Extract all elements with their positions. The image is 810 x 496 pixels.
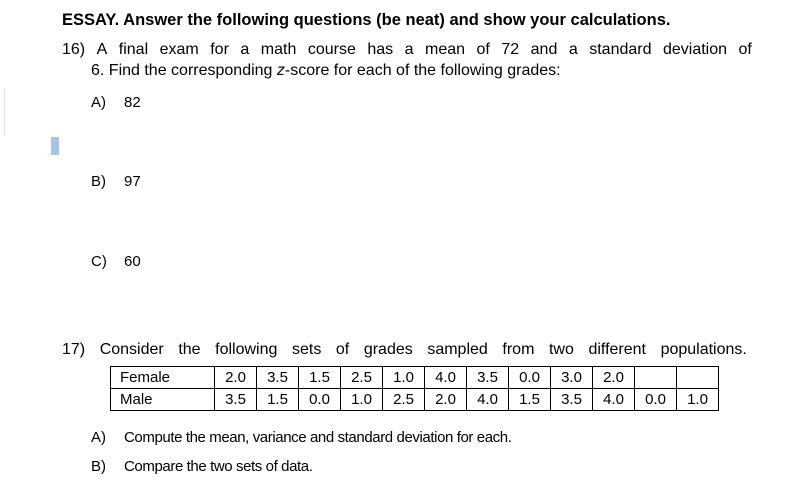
table-cell: 3.5 [215, 389, 257, 411]
grade-value: 97 [124, 173, 141, 190]
table-cell-empty [677, 367, 719, 389]
page-edge-line [0, 88, 5, 136]
q16-word: exam [159, 41, 199, 58]
q17-word: of [335, 341, 350, 358]
table-cell: 1.0 [383, 367, 425, 389]
q16-word: of [738, 41, 752, 58]
table-cell: 0.0 [509, 367, 551, 389]
part-letter: A) [91, 429, 106, 446]
table-cell: 2.5 [383, 389, 425, 411]
table-cell: 1.0 [677, 389, 719, 411]
row-label-male: Male [111, 389, 215, 411]
table-cell: 3.0 [551, 367, 593, 389]
q16-word: has [367, 41, 394, 58]
q16-word: of [476, 41, 490, 58]
q16-word: a [568, 41, 578, 58]
q16-word: deviation [662, 41, 728, 58]
part-letter: B) [91, 458, 106, 475]
table-row-female [111, 367, 719, 389]
q17-word: grades [363, 341, 413, 358]
q16-word: standard [589, 41, 652, 58]
q16-word: course [307, 41, 356, 58]
table-cell: 2.0 [593, 367, 635, 389]
q17-word: sets [291, 341, 322, 358]
q16-word: for [210, 41, 229, 58]
q16-word: 16) [62, 41, 86, 58]
grade-value: 82 [124, 94, 141, 111]
q16-word: A [96, 41, 108, 58]
table-cell: 3.5 [467, 367, 509, 389]
q17-line [62, 341, 747, 359]
q17-part-a [91, 429, 512, 446]
table-cell: 4.0 [593, 389, 635, 411]
q16-part-c [91, 253, 141, 270]
row-label-female: Female [111, 367, 215, 389]
q16-word: 72 [501, 41, 520, 58]
q17-word: the [178, 341, 201, 358]
grades-table [110, 366, 719, 411]
q16-word: math [260, 41, 297, 58]
q17-word: sampled [427, 341, 488, 358]
table-cell: 2.0 [425, 389, 467, 411]
q16-word: final [118, 41, 149, 58]
table-cell: 2.0 [215, 367, 257, 389]
q16-word: and [530, 41, 558, 58]
part-b-text: Compare the two sets of data. [124, 458, 313, 475]
table-cell: 1.5 [257, 389, 299, 411]
table-cell: 3.5 [257, 367, 299, 389]
q16-line-2 [91, 62, 561, 80]
q17-word: from [502, 341, 535, 358]
q17-word: following [215, 341, 278, 358]
part-letter: B) [91, 173, 106, 190]
table-cell-empty [635, 367, 677, 389]
q16-line-2-end: -score for each of the following grades: [284, 62, 561, 79]
essay-header: ESSAY. Answer the following questions (be neat) and show your calculations. [62, 11, 671, 29]
q17-word: two [548, 341, 574, 358]
table-cell: 1.0 [341, 389, 383, 411]
table-cell: 4.0 [467, 389, 509, 411]
q16-part-a [91, 94, 141, 111]
q17-word: Consider [99, 341, 164, 358]
q16-word: a [240, 41, 250, 58]
table-cell: 2.5 [341, 367, 383, 389]
table-cell: 1.5 [509, 389, 551, 411]
q17-word: different [588, 341, 646, 358]
q16-line-2-start: 6. Find the corresponding [91, 62, 277, 79]
text-cursor-marker [51, 137, 59, 155]
part-a-text: Compute the mean, variance and standard deviation for each. [124, 429, 512, 446]
q16-word: a [404, 41, 414, 58]
part-letter: A) [91, 94, 106, 111]
q17-word: 17) [62, 341, 86, 358]
table-cell: 0.0 [635, 389, 677, 411]
table-cell: 0.0 [299, 389, 341, 411]
table-cell: 3.5 [551, 389, 593, 411]
q16-part-b [91, 173, 141, 190]
table-row-male [111, 389, 719, 411]
q16-word: mean [425, 41, 466, 58]
q16-line-1 [62, 41, 752, 59]
z-variable: z [276, 62, 285, 79]
q17-part-b [91, 458, 313, 475]
q17-word: populations. [660, 341, 747, 358]
table-cell: 1.5 [299, 367, 341, 389]
grade-value: 60 [124, 253, 141, 270]
table-cell: 4.0 [425, 367, 467, 389]
part-letter: C) [91, 253, 107, 270]
